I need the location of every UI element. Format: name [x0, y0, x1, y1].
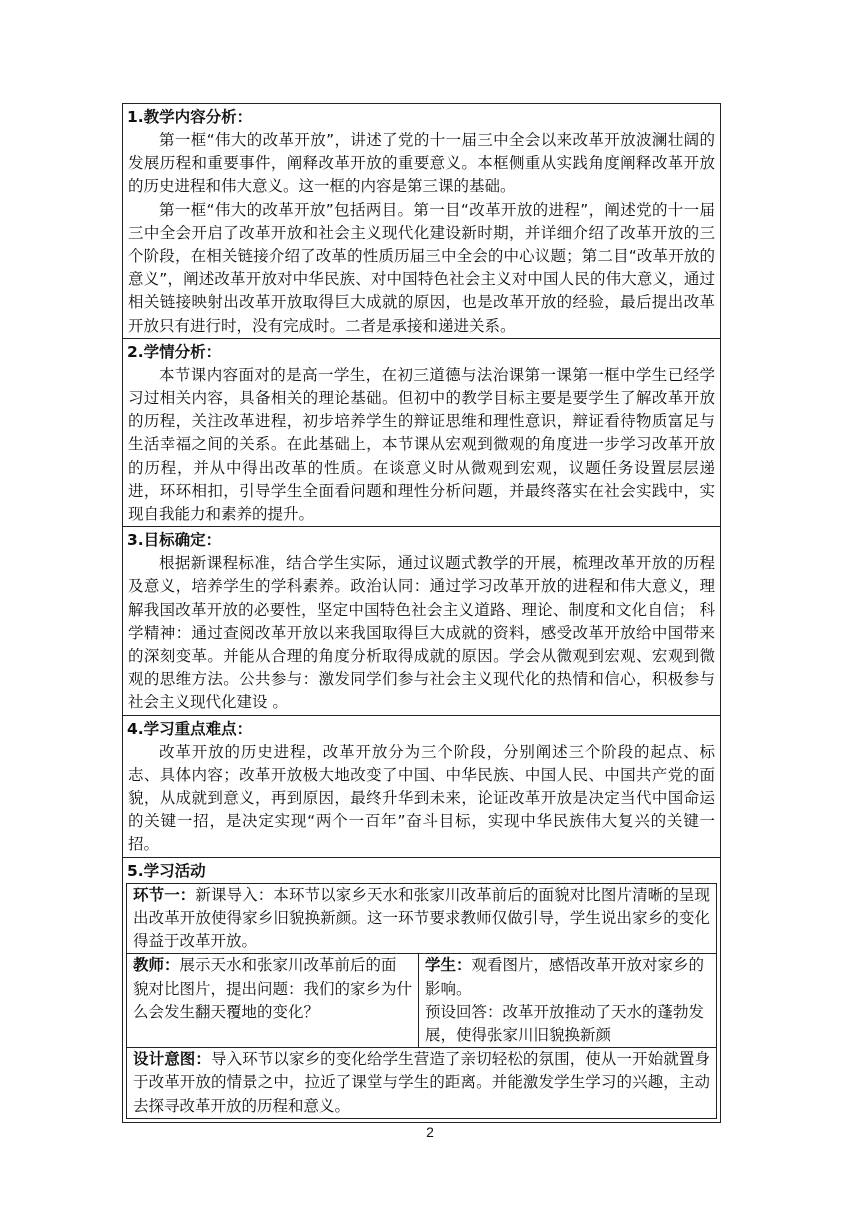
activity-link-one [127, 884, 716, 954]
paragraph: 改革开放的历史进程，改革开放分为三个阶段，分别阐述三个阶段的起点、标志、具体内容；改革开放极大地改变了中国、中华民族、中国人民、中国共产党的面貌，从成就到意义，再到原因，最终升华到未来，论证改革开放是决定当代中国命运的关键一招，是决定实现“两个一百年”奋斗目标，实现中华民族伟大复兴的关键一招。 [128, 742, 715, 854]
paragraph: 根据新课程标准，结合学生实际，通过议题式教学的开展，梳理改革开放的历程及意义，培养学生的学科素养。政治认同：通过学习改革开放的进程和伟大意义，理解我国改革开放的必要性，坚定中国特色社会主义道路、理论、制度和文化自信； 科学精神：通过查阅改革开放以来我国取得巨大成就的资料，感受改革开放给中国带来的深刻变革。并能从合理的角度分析取得成就的原因。学会从微观到宏观、宏观到微观的思维方法。公共参与：激发同学们参与社会主义现代化的热情和信心，积极参与社会主义现代化建设 。 [128, 554, 715, 712]
design-label: 设计意图： [133, 1050, 211, 1069]
design-text: 导入环节以家乡的变化给学生营造了亲切轻松的氛围，使从一开始就置身于改革开放的情景之中，拉近了课堂与学生的距离。并能激发学生学习的兴趣，主动去探寻改革开放的历程和意义。 [133, 1050, 710, 1115]
page-number: 2 [426, 1124, 434, 1140]
section-content-analysis [123, 106, 720, 339]
teacher-text: 展示天水和张家川改革前后的面貌对比图片，提出问题：我们的家乡为什么会发生翻天覆地的变化？ [133, 956, 413, 1021]
section-title: 3.目标确定： [127, 531, 222, 550]
teacher-cell [127, 954, 419, 1047]
paragraph: 第一框“伟大的改革开放”，讲述了党的十一届三中全会以来改革开放波澜壮阔的发展历程和重要事件，阐释改革开放的重要意义。本框侧重从实践角度阐释改革开放的历史进程和伟大意义。这一框的内容是第三课的基础。 [128, 131, 715, 196]
paragraph: 本节课内容面对的是高一学生，在初三道德与法治课第一课第一框中学生已经学习过相关内容，具备相关的理论基础。但初中的教学目标主要是要学生了解改革开放的历程，关注改革进程，初步培养学生的辩证思维和理性意识，辩证看待物质富足与生活幸福之间的关系。在此基础上，本节课从宏观到微观的角度进一步学习改革开放的历程，并从中得出改革的性质。在谈意义时从微观到宏观，议题任务设置层层递进，环环相扣，引导学生全面看问题和理性分析问题，并最终落实在社会实践中，实现自我能力和素养的提升。 [128, 365, 715, 524]
section-title: 2.学情分析： [127, 342, 222, 361]
teacher-label: 教师： [133, 956, 180, 975]
lesson-plan-table [122, 103, 721, 1123]
section-title: 5.学习活动 [127, 861, 206, 880]
design-intent [127, 1048, 716, 1118]
student-answer: 预设回答：改革开放推动了天水的蓬勃发展，使得张家川旧貌换新颜 [425, 1002, 705, 1044]
section-activities [123, 860, 720, 1119]
section-title: 1.教学内容分析： [127, 108, 253, 126]
student-cell [419, 954, 716, 1047]
link-text: 新课导入：本环节以家乡天水和张家川改革前后的面貌对比图片清晰的呈现出改革开放使得家乡旧貌换新颜。这一环节要求教师仅做引导，学生说出家乡的变化得益于改革开放。 [133, 885, 710, 951]
section-key-points [123, 718, 720, 858]
activity-table [126, 883, 717, 1119]
link-label: 环节一： [133, 885, 196, 904]
section-title: 4.学习重点难点： [127, 719, 253, 738]
section-objectives [123, 529, 720, 715]
teacher-student-row [127, 953, 716, 1048]
student-label: 学生： [425, 956, 472, 975]
paragraph: 第一框“伟大的改革开放”包括两目。第一目“改革开放的进程”，阐述党的十一届三中全会开启了改革开放和社会主义现代化建设新时期，并详细介绍了改革开放的三个阶段，在相关链接介绍了改革的性质历届三中全会的中心议题；第二目“改革开放的意义”，阐述改革开放对中华民族、对中国特色社会主义对中国人民的伟大意义，通过相关链接映射出改革开放取得巨大成就的原因，也是改革开放的经验，最后提出改革开放只有进行时，没有完成时。二者是承接和递进关系。 [128, 200, 715, 335]
student-text: 观看图片，感悟改革开放对家乡的影响。 [425, 956, 705, 998]
section-learner-analysis [123, 341, 720, 527]
